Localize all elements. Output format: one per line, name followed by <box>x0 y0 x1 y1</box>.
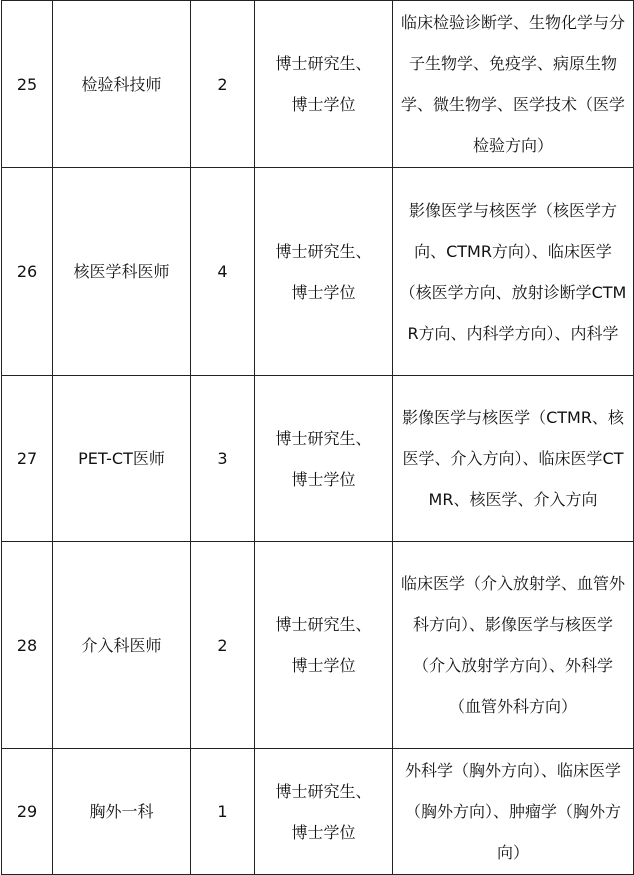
education-degree: 博士研究生、 <box>275 615 372 634</box>
education-requirement <box>255 749 393 875</box>
position-name: PET-CT医师 <box>53 376 191 542</box>
recruit-count: 3 <box>191 376 255 542</box>
education-degree: 博士研究生、 <box>275 54 372 73</box>
education-degree: 博士研究生、 <box>275 428 372 448</box>
major-requirement: 临床检验诊断学、生物化学与分子生物学、免疫学、病原生物学、微生物学、医学技术（医学检验方向） <box>393 1 634 168</box>
table-row <box>2 749 634 875</box>
position-name: 介入科医师 <box>53 542 191 749</box>
table-row <box>2 1 634 168</box>
table-row <box>2 168 634 376</box>
position-name: 核医学科医师 <box>53 168 191 376</box>
major-requirement: 影像医学与核医学（CTMR、核医学、介入方向）、临床医学CTMR、核医学、介入方向 <box>393 376 634 542</box>
row-number: 28 <box>2 542 53 749</box>
table-row <box>2 376 634 542</box>
education-qualification: 博士学位 <box>291 95 356 114</box>
position-name: 检验科技师 <box>53 1 191 168</box>
row-number: 25 <box>2 1 53 168</box>
education-requirement <box>255 168 393 376</box>
education-degree: 博士研究生、 <box>275 781 372 801</box>
recruit-count: 4 <box>191 168 255 376</box>
row-number: 27 <box>2 376 53 542</box>
major-requirement: 临床医学（介入放射学、血管外科方向）、影像医学与核医学（介入放射学方向）、外科学（血管外科方向） <box>393 542 634 749</box>
major-requirement: 外科学（胸外方向）、临床医学（胸外方向）、肿瘤学（胸外方向） <box>393 749 634 875</box>
education-qualification: 博士学位 <box>291 469 356 489</box>
row-number: 26 <box>2 168 53 376</box>
major-requirement: 影像医学与核医学（核医学方向、CTMR方向）、临床医学（核医学方向、放射诊断学CTMR方向、内科学方向）、内科学 <box>393 168 634 376</box>
recruit-count: 2 <box>191 1 255 168</box>
table-row <box>2 542 634 749</box>
education-requirement <box>255 376 393 542</box>
recruit-count: 1 <box>191 749 255 875</box>
education-qualification: 博士学位 <box>291 282 356 302</box>
education-requirement <box>255 1 393 168</box>
row-number: 29 <box>2 749 53 875</box>
position-name: 胸外一科 <box>53 749 191 875</box>
recruit-count: 2 <box>191 542 255 749</box>
education-qualification: 博士学位 <box>291 656 356 675</box>
education-requirement <box>255 542 393 749</box>
education-qualification: 博士学位 <box>291 822 356 842</box>
education-degree: 博士研究生、 <box>275 241 372 261</box>
recruitment-table <box>1 0 634 875</box>
